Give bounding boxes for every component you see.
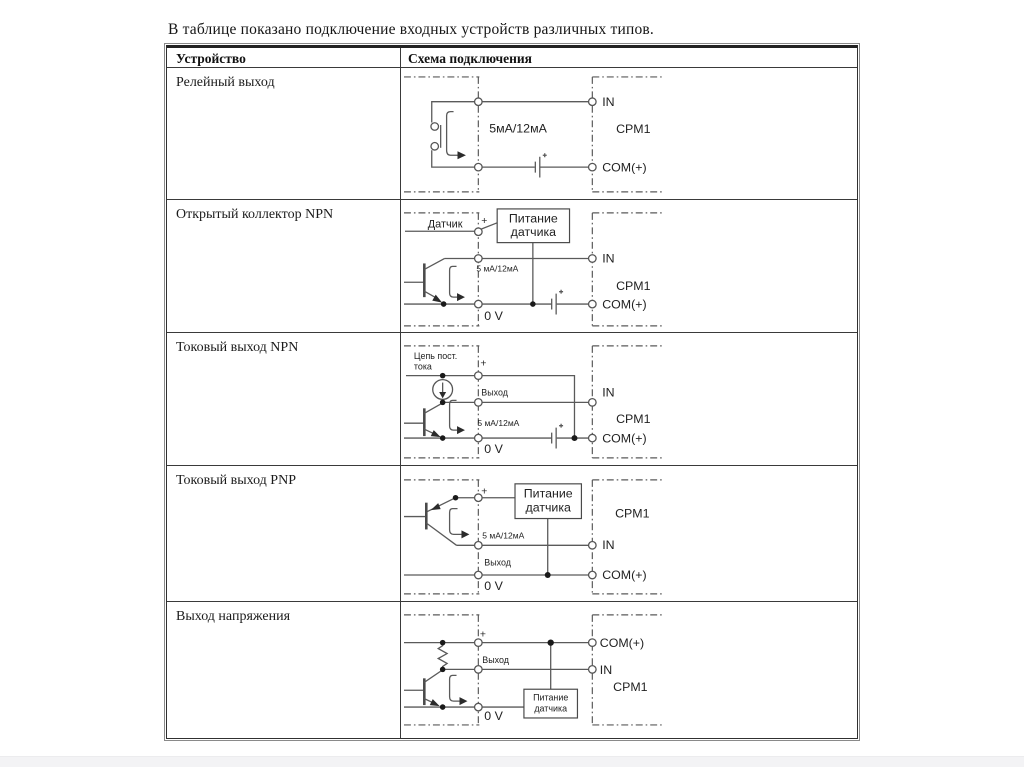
actuation-arrow-icon (447, 112, 466, 160)
page-title: В таблице показано подключение входных устройств различных типов. (168, 21, 654, 38)
com-label: COM(+) (602, 567, 647, 582)
battery-icon (552, 423, 563, 448)
power-label-2: датчика (534, 703, 568, 714)
device-name-cell: Релейный выход (167, 68, 401, 199)
device-name-cell: Выход напряжения (167, 602, 401, 738)
diagram-voltage-output (401, 602, 857, 738)
plc-label: CPM1 (613, 680, 648, 695)
zero-volt-label: 0 V (484, 578, 503, 593)
junction-dot (441, 301, 447, 307)
device-connection-table (164, 43, 860, 741)
junction-dot (440, 399, 446, 405)
in-label: IN (602, 251, 615, 266)
battery-icon (535, 153, 546, 177)
dc-circuit-label-1: Цепь пост. (413, 350, 458, 361)
zero-volt-label: 0 V (484, 709, 503, 724)
in-label: IN (602, 95, 615, 110)
output-label: Выход (484, 557, 511, 568)
current-source-icon (433, 379, 453, 399)
com-label: COM(+) (602, 431, 647, 446)
current-label: 5мА/12мА (489, 121, 547, 136)
actuation-arrow-icon (450, 400, 465, 434)
in-label: IN (599, 663, 613, 678)
in-label: IN (602, 385, 615, 400)
junction-dot (440, 640, 446, 646)
plus-label: + (481, 215, 488, 227)
power-label-1: Питание (533, 692, 569, 703)
table-row (167, 67, 857, 199)
junction-dot (548, 640, 554, 646)
junction-dot (530, 301, 536, 307)
com-label: COM(+) (602, 297, 647, 312)
power-label-2: датчика (510, 225, 557, 240)
plus-label: + (481, 486, 488, 498)
npn-transistor-icon (404, 403, 443, 437)
in-label: IN (602, 537, 615, 552)
output-label: Выход (482, 655, 509, 666)
power-label-1: Питание (523, 486, 573, 501)
junction-dot (440, 705, 446, 711)
junction-dot (440, 373, 446, 379)
column-header-device: Устройство (167, 48, 401, 67)
table-row (167, 332, 857, 465)
sensor-label: Датчик (427, 218, 463, 231)
resistor-icon (438, 643, 447, 670)
table-row (167, 199, 857, 332)
plc-label: CPM1 (616, 279, 651, 294)
current-label: 5 мА/12мА (477, 417, 520, 428)
zero-volt-label: 0 V (484, 308, 503, 323)
junction-dot (440, 667, 446, 673)
device-name-cell: Токовый выход PNP (167, 466, 401, 602)
plc-label: CPM1 (616, 121, 651, 136)
plus-label: + (479, 629, 486, 641)
junction-dot (453, 494, 459, 500)
battery-icon (552, 290, 563, 315)
com-label: COM(+) (602, 160, 647, 175)
terminals (475, 372, 597, 442)
actuation-arrow-icon (450, 266, 465, 301)
junction-dot (572, 435, 578, 441)
power-label-1: Питание (508, 211, 558, 226)
npn-transistor-icon (404, 258, 445, 302)
com-label: COM(+) (599, 636, 645, 651)
table-header-row (167, 48, 857, 67)
current-label: 5 мА/12мА (482, 529, 525, 540)
npn-transistor-icon (404, 670, 443, 706)
table-row (167, 601, 857, 738)
actuation-arrow-icon (450, 508, 470, 538)
plc-label: CPM1 (615, 506, 650, 521)
plus-wire (406, 375, 575, 437)
slide-bottom-bar (0, 756, 1024, 767)
device-name-cell: Открытый коллектор NPN (167, 200, 401, 332)
current-label: 5 мА/12мА (476, 263, 519, 274)
output-label: Выход (481, 387, 508, 398)
junction-dot (545, 572, 551, 578)
junction-dot (440, 435, 446, 441)
plc-label: CPM1 (616, 411, 651, 426)
actuation-arrow-icon (450, 676, 468, 706)
plus-label: + (480, 358, 487, 370)
diagram-current-output-pnp (401, 466, 857, 602)
device-name-cell: Токовый выход NPN (167, 333, 401, 465)
relay-contact-icon (431, 102, 478, 167)
dc-circuit-label-2: тока (413, 361, 432, 372)
pnp-transistor-icon (404, 497, 457, 545)
zero-volt-label: 0 V (484, 441, 503, 456)
diagram-open-collector-npn (401, 200, 857, 332)
power-label-2: датчика (525, 500, 571, 515)
table-row (167, 465, 857, 602)
diagram-current-output-npn (401, 333, 857, 465)
diagram-relay-output (401, 68, 857, 199)
column-header-scheme: Схема подключения (408, 51, 532, 66)
